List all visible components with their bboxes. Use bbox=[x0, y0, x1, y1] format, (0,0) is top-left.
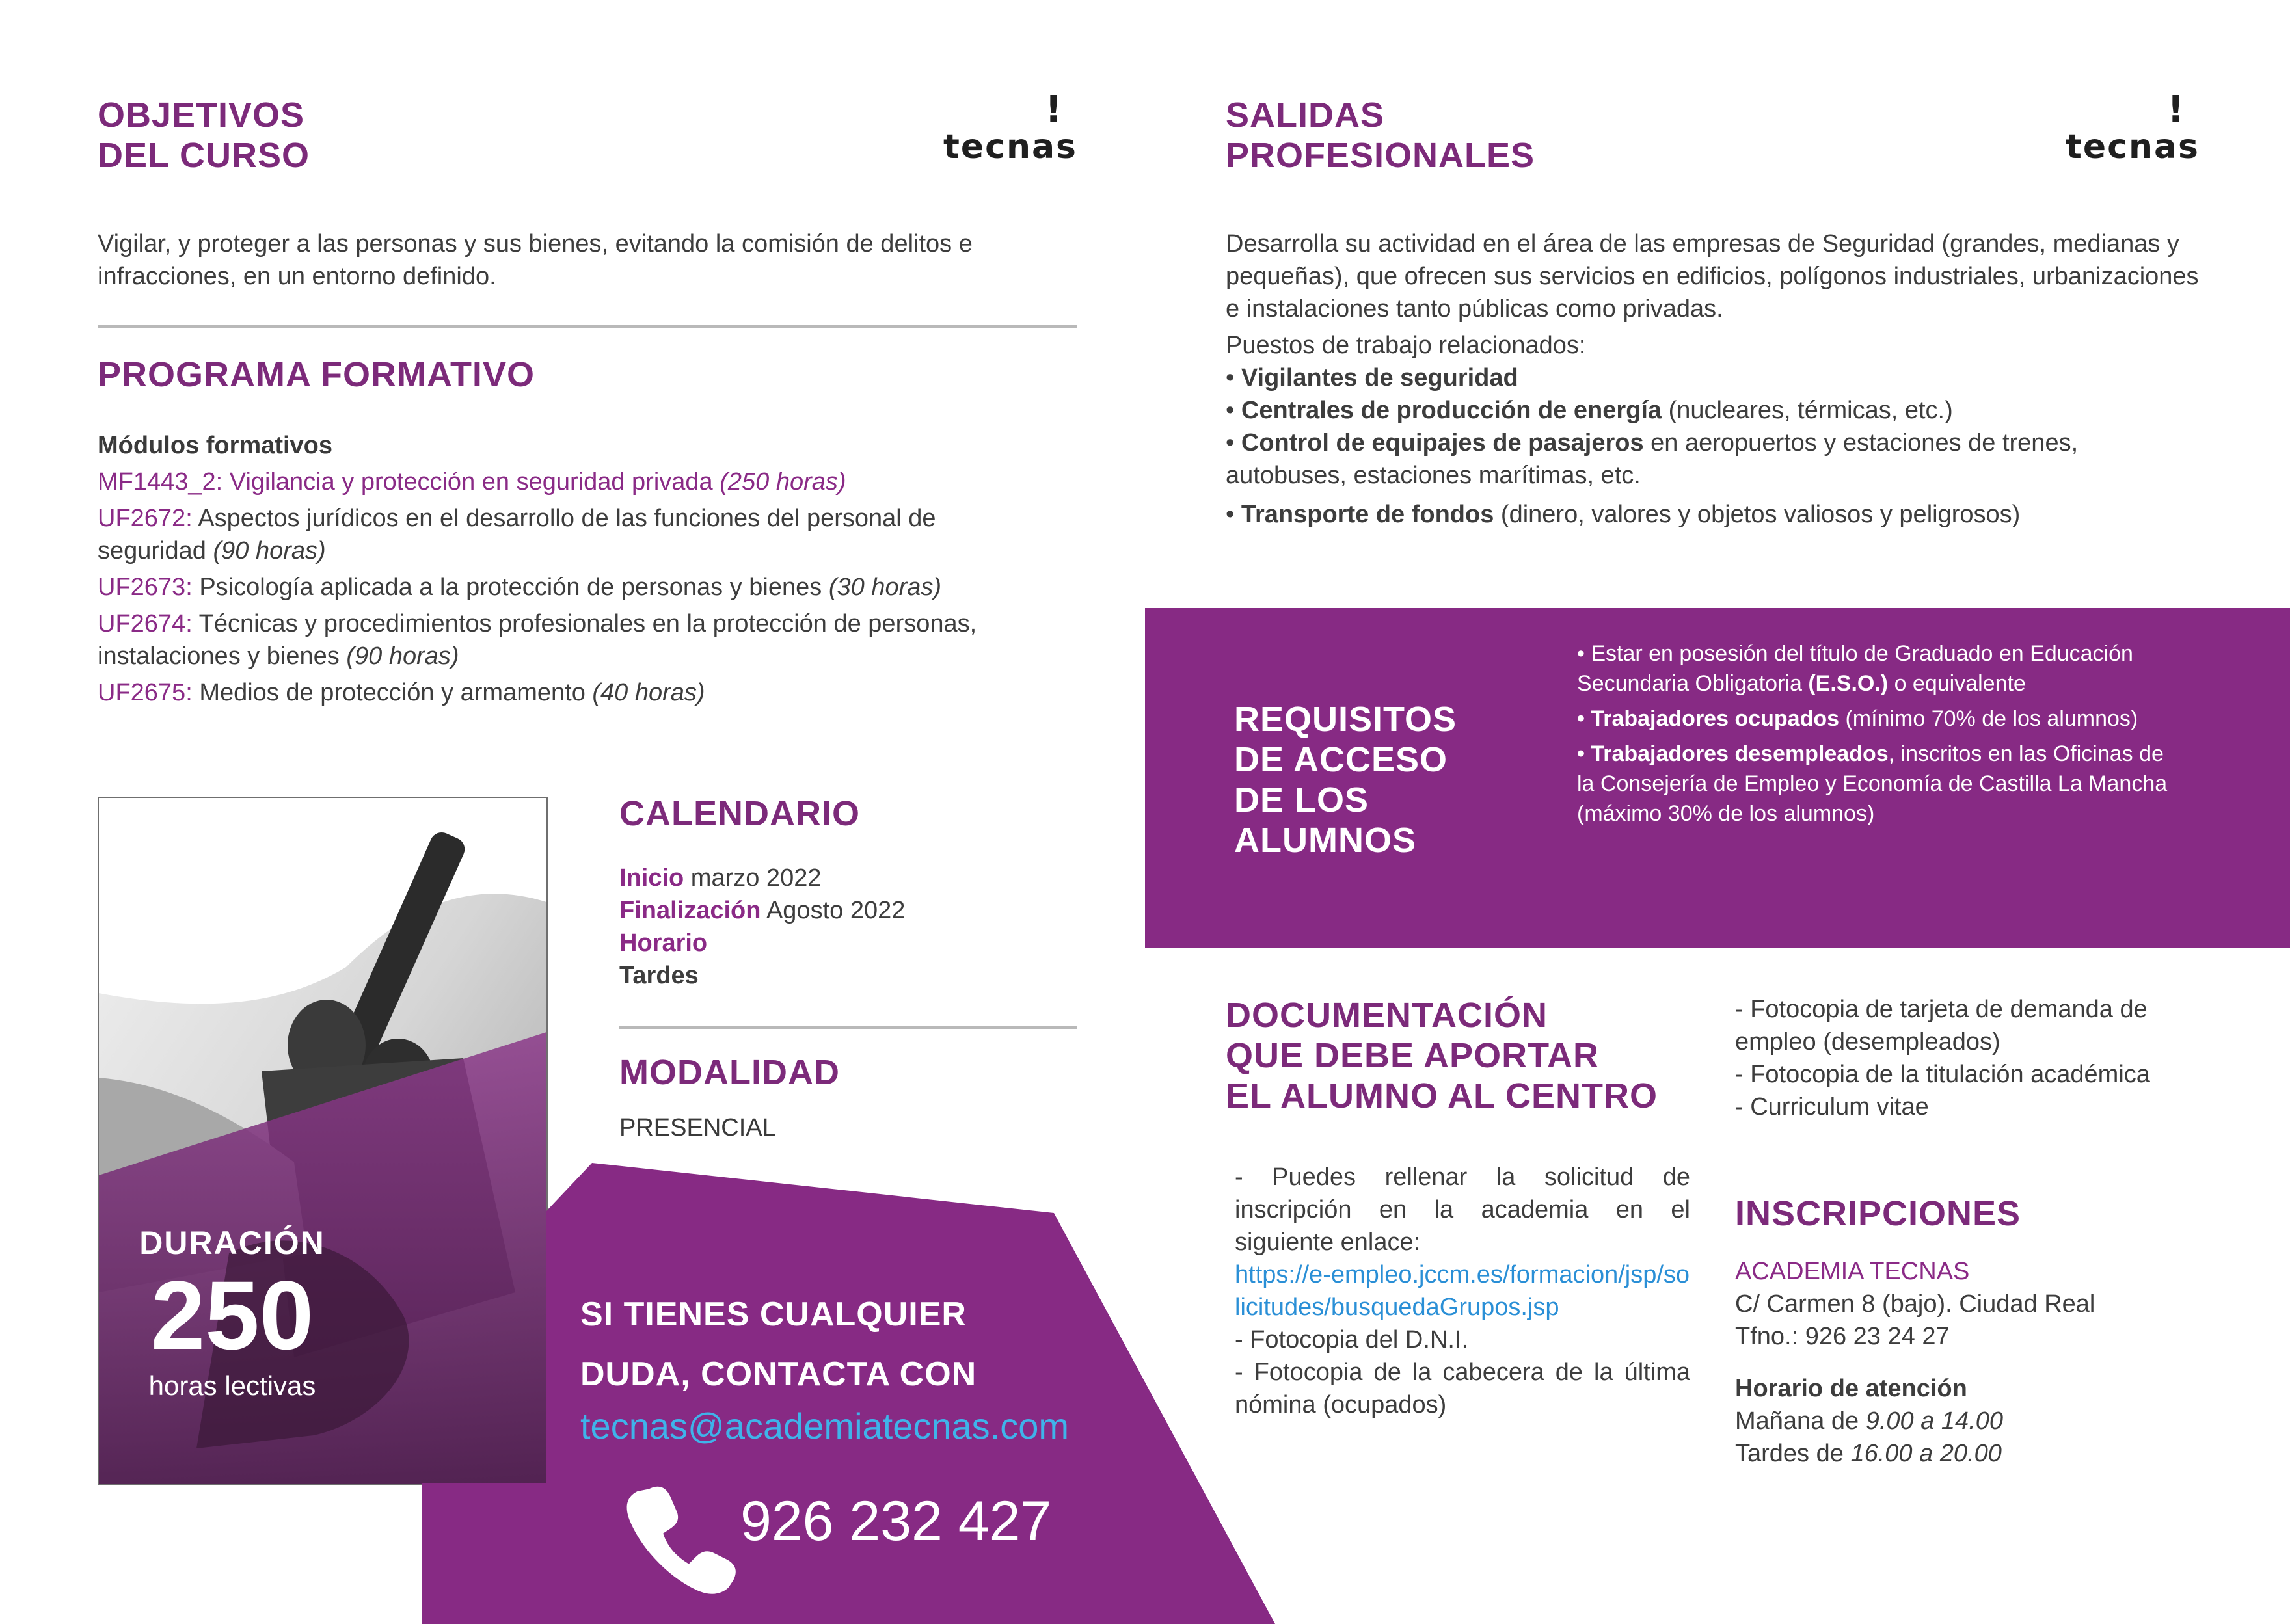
req-bold: • Trabajadores desempleados bbox=[1577, 741, 1889, 766]
salidas-title bbox=[1226, 95, 1535, 176]
requisitos-item bbox=[1577, 639, 2176, 699]
duracion-label: DURACIÓN bbox=[139, 1225, 325, 1261]
modalidad-value: PRESENCIAL bbox=[619, 1114, 776, 1141]
requisitos-item bbox=[1577, 739, 2176, 829]
module-hours: (250 horas) bbox=[720, 468, 846, 496]
salidas-item-bold: Control de equipajes de pasajeros bbox=[1241, 429, 1644, 457]
req-bold: • Trabajadores ocupados bbox=[1577, 706, 1840, 731]
req-text: o equivalente bbox=[1888, 671, 2026, 696]
documentacion-title-line: QUE DEBE APORTAR bbox=[1226, 1036, 1600, 1075]
tardes-value: 16.00 a 20.00 bbox=[1850, 1440, 2002, 1467]
tecnas-logo bbox=[2066, 88, 2200, 166]
salidas-item-rest: (dinero, valores y objetos valiosos y peligrosos) bbox=[1494, 501, 2021, 528]
module-hours: (90 horas) bbox=[346, 643, 459, 670]
doc-item: - Curriculum vitae bbox=[1735, 1093, 1929, 1121]
objetivos-title-line2: DEL CURSO bbox=[98, 136, 310, 175]
req-text: • Estar en posesión del título de Graduado en Educación Secundaria Obligatoria bbox=[1577, 641, 2133, 696]
manana-value: 9.00 a 14.00 bbox=[1865, 1407, 2004, 1435]
salidas-body bbox=[1226, 228, 2202, 531]
module-code: UF2674: bbox=[98, 610, 193, 637]
documentacion-right bbox=[1735, 993, 2203, 1123]
documentacion-title-line: DOCUMENTACIÓN bbox=[1226, 996, 1548, 1035]
salidas-item-bold: Vigilantes de seguridad bbox=[1241, 364, 1518, 392]
contact-line2: DUDA, CONTACTA CON bbox=[580, 1355, 977, 1393]
doc-item: - Fotocopia del D.N.I. bbox=[1235, 1326, 1469, 1353]
doc-link-wrap bbox=[1235, 1258, 1690, 1324]
tardes-label: Tardes de bbox=[1735, 1440, 1851, 1467]
module-hours: (30 horas) bbox=[828, 574, 942, 601]
fin-value: Agosto 2022 bbox=[766, 897, 906, 924]
puestos-label: Puestos de trabajo relacionados: bbox=[1226, 332, 1586, 359]
logo-text: tecnas bbox=[943, 127, 1078, 166]
academia-phone: Tfno.: 926 23 24 27 bbox=[1735, 1323, 1950, 1350]
doc-item: - Fotocopia de la titulación académica bbox=[1735, 1061, 2150, 1088]
duracion-unit: horas lectivas bbox=[148, 1370, 316, 1401]
modules-subtitle: Módulos formativos bbox=[98, 432, 333, 459]
salidas-item-bold: Centrales de producción de energía bbox=[1241, 397, 1662, 424]
solicitud-link[interactable]: https://e-empleo.jccm.es/formacion/jsp/solicitudes/busquedaGrupos.jsp bbox=[1235, 1261, 1690, 1321]
programa-title: PROGRAMA FORMATIVO bbox=[98, 355, 535, 394]
salidas-item: • Transporte de fondos (dinero, valores y objetos valiosos y peligrosos) bbox=[1226, 501, 2021, 528]
module-name: Aspectos jurídicos en el desarrollo de las funciones del personal de seguridad bbox=[98, 505, 936, 565]
academia-address: C/ Carmen 8 (bajo). Ciudad Real bbox=[1735, 1290, 2095, 1318]
fin-label: Finalización bbox=[619, 897, 761, 924]
horario-atencion-title: Horario de atención bbox=[1735, 1375, 1967, 1402]
module-name: Psicología aplicada a la protección de personas y bienes bbox=[199, 574, 822, 601]
module-name: Vigilancia y protección en seguridad privada bbox=[229, 468, 713, 496]
module-name: Medios de protección y armamento bbox=[199, 679, 586, 706]
doc-item: - Fotocopia de tarjeta de demanda de empleo (desempleados) bbox=[1735, 996, 2148, 1056]
module-hours: (90 horas) bbox=[213, 537, 326, 565]
module-name: Técnicas y procedimientos profesionales en la protección de personas, instalaciones y bienes bbox=[98, 610, 977, 670]
modalidad-title: MODALIDAD bbox=[619, 1053, 840, 1092]
documentacion-title bbox=[1226, 995, 1658, 1116]
inscripciones-details bbox=[1735, 1255, 2216, 1470]
salidas-title-line2: PROFESIONALES bbox=[1226, 136, 1535, 175]
contact-email[interactable]: tecnas@academiatecnas.com bbox=[580, 1405, 1069, 1446]
requisitos-title-line: REQUISITOS bbox=[1234, 700, 1457, 739]
salidas-intro: Desarrolla su actividad en el área de las empresas de Seguridad (grandes, medianas y pequeñas), que ofrecen sus servicios en edificios, polígonos industriales, urbanizaciones e instalaciones tanto públicas como privadas. bbox=[1226, 230, 2199, 323]
requisitos-list bbox=[1577, 639, 2176, 834]
horario-tardes bbox=[1735, 1437, 2216, 1470]
inscripciones-title: INSCRIPCIONES bbox=[1735, 1194, 2021, 1233]
logo-text: tecnas bbox=[2066, 127, 2200, 166]
requisitos-title-line: DE ACCESO bbox=[1234, 740, 1448, 779]
module-code: UF2675: bbox=[98, 679, 193, 706]
logo-mark: ! bbox=[2167, 88, 2186, 131]
doc-intro: - Puedes rellenar la solicitud de inscripción en la academia en el siguiente enlace: bbox=[1235, 1164, 1690, 1256]
salidas-item-rest: en aeropuertos y estaciones de trenes, autobuses, estaciones marítimas, etc. bbox=[1226, 429, 2079, 489]
req-text: , inscritos en las Oficinas de la Consejería de Empleo y Economía de Castilla La Mancha (máximo 30% de los alumnos) bbox=[1577, 741, 2168, 826]
duracion-value: 250 bbox=[150, 1260, 314, 1370]
module-hours: (40 horas) bbox=[592, 679, 705, 706]
module-code: UF2673: bbox=[98, 574, 193, 601]
module-code: UF2672: bbox=[98, 505, 193, 532]
contact-text bbox=[580, 1285, 977, 1404]
objetivos-text: Vigilar, y proteger a las personas y sus bienes, evitando la comisión de delitos e infracciones, en un entorno definido. bbox=[98, 230, 973, 290]
documentacion-title-line: EL ALUMNO AL CENTRO bbox=[1226, 1076, 1658, 1115]
salidas-item: • Control de equipajes de pasajeros en aeropuertos y estaciones de trenes, autobuses, estaciones marítimas, etc. bbox=[1226, 429, 2079, 489]
contact-line1: SI TIENES CUALQUIER bbox=[580, 1296, 967, 1333]
contact-phone[interactable]: 926 232 427 bbox=[740, 1490, 1052, 1552]
req-bold: (E.S.O.) bbox=[1808, 671, 1889, 696]
salidas-item: • Centrales de producción de energía (nucleares, térmicas, etc.) bbox=[1226, 397, 1953, 424]
salidas-item: • Vigilantes de seguridad bbox=[1226, 364, 1518, 392]
documentacion-left bbox=[1235, 1161, 1690, 1421]
inicio-label: Inicio bbox=[619, 864, 684, 892]
academia-name: ACADEMIA TECNAS bbox=[1735, 1258, 1970, 1285]
inicio-value: marzo 2022 bbox=[690, 864, 822, 892]
req-text: (mínimo 70% de los alumnos) bbox=[1839, 706, 2138, 731]
horario-value: Tardes bbox=[619, 962, 699, 989]
phone-icon bbox=[623, 1480, 740, 1597]
requisitos-title-line: ALUMNOS bbox=[1234, 821, 1416, 860]
salidas-item-bold: Transporte de fondos bbox=[1241, 501, 1494, 528]
logo-mark: ! bbox=[1045, 88, 1064, 131]
horario-manana bbox=[1735, 1405, 2216, 1437]
objetivos-title-line1: OBJETIVOS bbox=[98, 96, 305, 135]
requisitos-title-line: DE LOS bbox=[1234, 780, 1369, 819]
manana-label: Mañana de bbox=[1735, 1407, 1866, 1435]
requisitos-title bbox=[1234, 699, 1457, 860]
module-code: MF1443_2: bbox=[98, 468, 223, 496]
calendario-title: CALENDARIO bbox=[619, 794, 860, 833]
doc-item: - Fotocopia de la cabecera de la última nómina (ocupados) bbox=[1235, 1359, 1690, 1418]
horario-label: Horario bbox=[619, 929, 708, 957]
salidas-item-rest: (nucleares, térmicas, etc.) bbox=[1662, 397, 1953, 424]
salidas-title-line1: SALIDAS bbox=[1226, 96, 1385, 135]
requisitos-item bbox=[1577, 704, 2176, 734]
